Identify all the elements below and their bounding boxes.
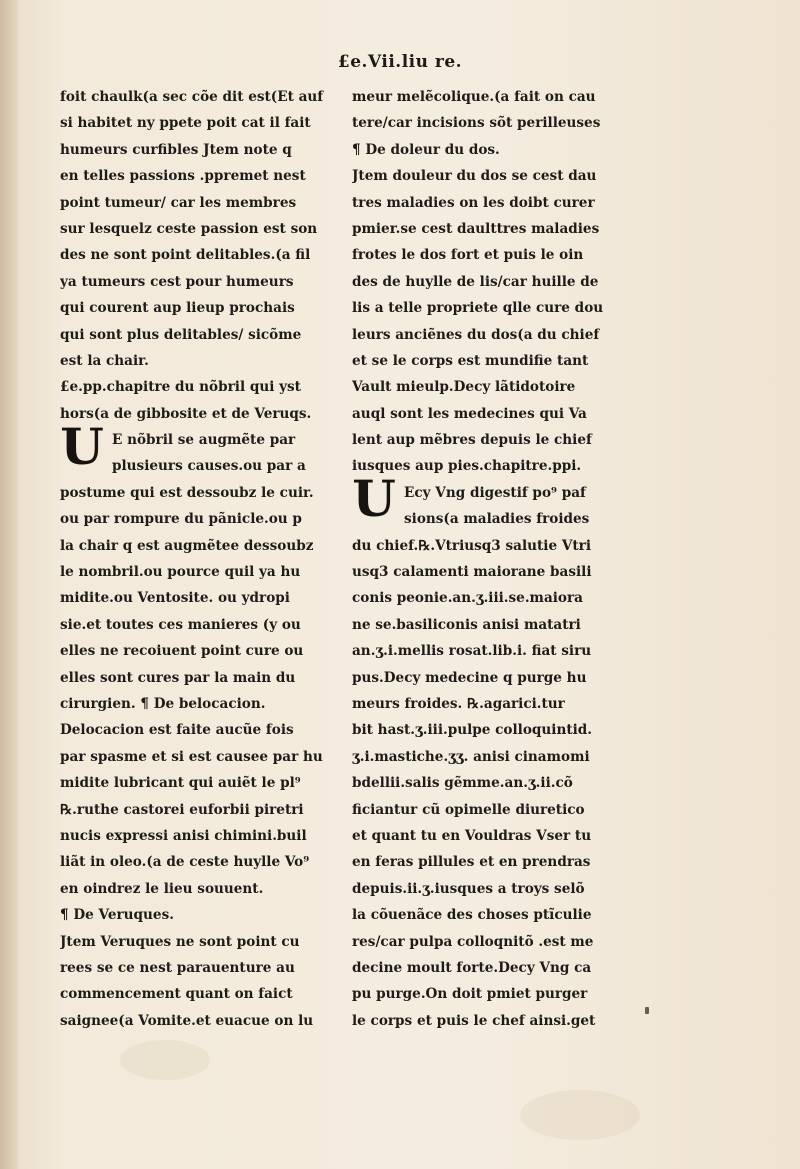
text-line: ¶ De Veruques.	[60, 907, 174, 924]
text-line: Jtem douleur du dos se cest dau	[352, 168, 597, 185]
ink-mark	[645, 1007, 649, 1014]
text-line: la chair q est augmẽtee dessoubz	[60, 537, 314, 554]
text-line: est la chair.	[60, 352, 149, 369]
text-line: decine moult forte.Decy Vng ca	[352, 959, 592, 976]
text-line: res/car pulpa colloqnitõ .est me	[352, 933, 594, 950]
text-line: si habitet ny ppete poit cat il fait	[60, 115, 311, 132]
text-line: frotes le dos fort et puis le oin	[352, 247, 584, 264]
text-line: en oindrez le lieu souuent.	[60, 880, 264, 897]
text-line: hors(a de gibbosite et de Veruqs.	[60, 405, 312, 422]
text-line: ʒ.i.mastiche.ʒʒ. anisi cinamomi	[352, 748, 590, 765]
text-line: le nombril.ou pource quil ya hu	[60, 564, 301, 581]
text-line: pu purge.On doit pmiet purger	[352, 986, 588, 1003]
page-gutter	[0, 0, 18, 1169]
running-head: £e.Vii.liu re.	[337, 52, 463, 72]
text-line: des de huylle de lis/car huille de	[352, 273, 599, 290]
text-line: sie.et toutes ces manieres (y ou	[60, 616, 301, 633]
text-line: humeurs curfibles Jtem note q	[60, 141, 292, 158]
text-line: E nõbril se augmẽte par	[112, 432, 296, 449]
text-line: usq3 calamenti maiorane basili	[352, 564, 592, 581]
text-line: point tumeur/ car les membres	[60, 194, 297, 211]
text-line: ficiantur cũ opimelle diuretico	[352, 801, 585, 818]
text-line: tere/car incisions sõt perilleuses	[352, 115, 601, 132]
text-line: sions(a maladies froides	[404, 511, 590, 528]
text-line: auql sont les medecines qui Va	[352, 405, 587, 422]
text-line: commencement quant on faict	[60, 986, 293, 1003]
text-line: Ecy Vng digestif po⁹ paf	[404, 484, 586, 501]
text-line: depuis.ii.ʒ.iusques a troys selõ	[352, 880, 585, 897]
text-line: en feras pillules et en prendras	[352, 854, 591, 871]
right-text-column	[352, 84, 686, 1034]
text-line: meur melẽcolique.(a fait on cau	[352, 89, 596, 105]
text-line: ou par rompure du pãnicle.ou p	[60, 511, 302, 528]
text-line: rees se ce nest parauenture au	[60, 959, 295, 976]
text-line: leurs anciẽnes du dos(a du chief	[352, 326, 600, 343]
text-line: ℞.ruthe castorei euforbii piretri	[60, 801, 304, 818]
drop-cap-initial: U	[60, 417, 104, 476]
text-line: postume qui est dessoubz le cuir.	[60, 484, 314, 501]
text-line: pus.Decy medecine q purge hu	[352, 669, 587, 686]
text-line: saignee(a Vomite.et euacue on lu	[60, 1012, 314, 1029]
text-line: le corps et puis le chef ainsi.get	[352, 1012, 596, 1029]
text-line: qui sont plus delitables/ sicõme	[60, 326, 302, 343]
text-line: nucis expressi anisi chimini.buil	[60, 827, 307, 844]
text-line: par spasme et si est causee par hu	[60, 748, 323, 765]
text-line: tres maladies on les doibt curer	[352, 194, 595, 211]
text-line: ne se.basiliconis anisi matatri	[352, 616, 581, 633]
text-line: la cõuenãce des choses ptĩculie	[352, 907, 592, 924]
text-line: ya tumeurs cest pour humeurs	[60, 273, 294, 290]
text-line: conis peonie.an.ʒ.iii.se.maiora	[352, 590, 583, 607]
text-line: meurs froides. ℞.agarici.tur	[352, 695, 565, 712]
drop-cap-initial: U	[352, 469, 396, 528]
left-text-column	[60, 84, 360, 1034]
text-line: sur lesquelz ceste passion est son	[60, 220, 318, 237]
text-line: bdellii.salis gẽmme.an.ʒ.ii.cõ	[352, 775, 573, 792]
text-line: ¶ De doleur du dos.	[352, 141, 500, 158]
text-line: plusieurs causes.ou par a	[112, 458, 306, 475]
paper-stain	[520, 1090, 640, 1140]
text-line: en telles passions .ppremet nest	[60, 168, 306, 185]
text-line: lis a telle propriete qlle cure dou	[352, 300, 604, 317]
text-line: liãt in oleo.(a de ceste huylle Vo⁹	[60, 854, 310, 871]
text-line: midite.ou Ventosite. ou ydropi	[60, 590, 290, 607]
text-line: pmier.se cest daulttres maladies	[352, 220, 600, 237]
text-line: Jtem Veruques ne sont point cu	[60, 933, 300, 950]
text-line: qui courent aup lieup prochais	[60, 300, 295, 317]
text-line: cirurgien. ¶ De belocacion.	[60, 695, 266, 712]
text-line: an.ʒ.i.mellis rosat.lib.i. fiat siru	[352, 643, 592, 660]
text-line: midite lubricant qui auiẽt le pl⁹	[60, 775, 301, 792]
text-line: £e.pp.chapitre du nõbril qui yst	[60, 379, 301, 396]
text-line: des ne sont point delitables.(a fil	[60, 247, 311, 264]
text-line: et quant tu en Vouldras Vser tu	[352, 827, 592, 844]
text-line: elles sont cures par la main du	[60, 669, 296, 686]
text-line: Delocacion est faite aucũe fois	[60, 722, 294, 739]
text-line: elles ne recoiuent point cure ou	[60, 643, 304, 660]
text-line: foit chaulk(a sec cõe dit est(Et auf	[60, 89, 324, 105]
text-line: iusques aup pies.chapitre.ppi.	[352, 458, 582, 475]
text-line: bit hast.ʒ.iii.pulpe colloquintid.	[352, 722, 593, 739]
text-line: du chief.℞.Vtriusq3 salutie Vtri	[352, 537, 591, 554]
paper-stain	[120, 1040, 210, 1080]
text-line: lent aup mẽbres depuis le chief	[352, 432, 592, 449]
text-line: Vault mieulp.Decy lãtidotoire	[352, 379, 576, 396]
text-line: et se le corps est mundifie tant	[352, 352, 589, 369]
